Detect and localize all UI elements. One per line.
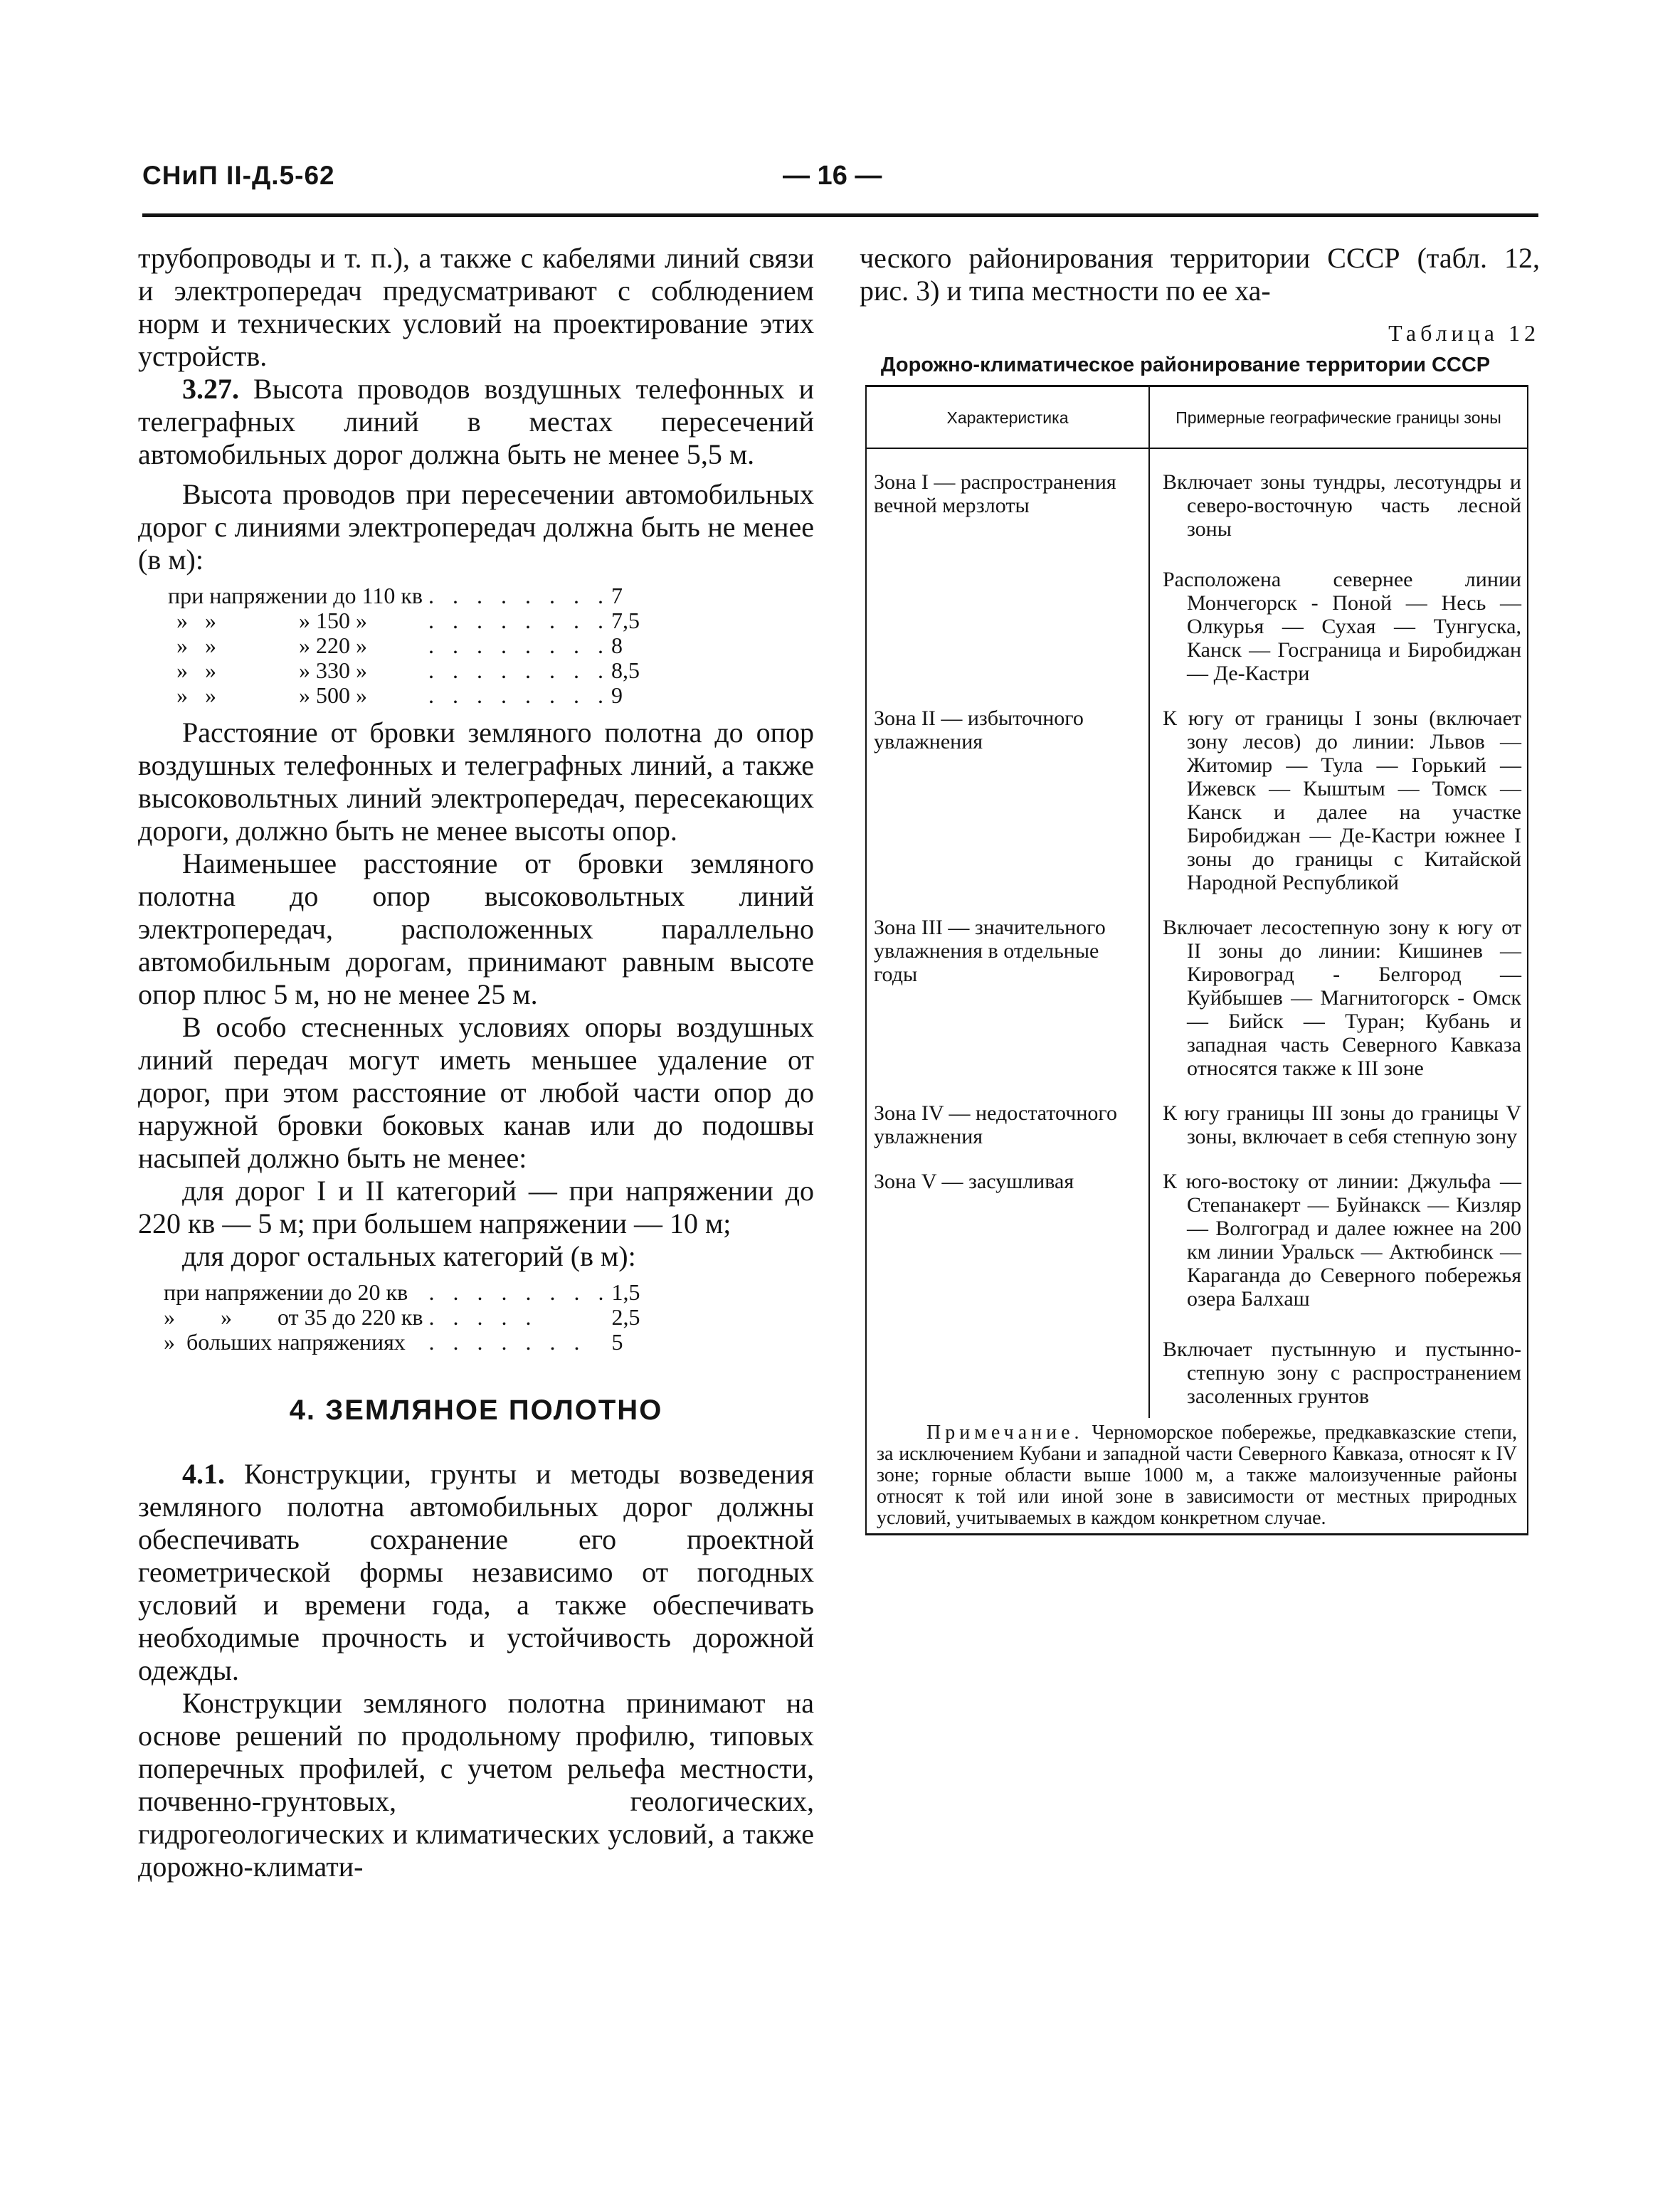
zone-boundaries — [1149, 894, 1528, 1080]
list-item — [168, 583, 640, 608]
ditto-mark: » — [205, 608, 216, 633]
list-item — [164, 1330, 640, 1355]
leader-dots: . . . . . . . . — [428, 682, 611, 708]
voltage-label: » 220 » — [299, 633, 367, 658]
list-item — [164, 1305, 640, 1330]
voltage-label: при напряжении до 110 кв — [168, 583, 423, 608]
column-header: Примерные географические границы зоны — [1149, 386, 1528, 449]
document-code: СНиП II-Д.5-62 — [142, 161, 335, 190]
ditto-mark: » — [176, 608, 188, 633]
table-title: Дорожно-климатическое районирование территории СССР — [880, 354, 1491, 376]
boundary-text: Включает пустынную и пустынно-степную зону с распространением засоленных грунтов — [1163, 1338, 1521, 1408]
voltage-label: » » от 35 до 220 кв — [164, 1304, 423, 1330]
paragraph: В особо стесненных условиях опоры воздушных линий передач могут иметь меньшее удаление от дорог, при этом расстояние от любой части опор до наружной бровки боковых канав или до подошвы насыпей должно быть не менее: — [138, 1011, 814, 1174]
ditto-mark: » — [176, 633, 188, 658]
voltage-label: при напряжении до 20 кв — [164, 1279, 408, 1305]
height-value: 8,5 — [611, 657, 640, 683]
leader-dots: . . . . . . . — [428, 1329, 586, 1355]
zone-characteristic: Зона III — значительного увлажнения в отдельные годы — [866, 894, 1149, 1080]
paragraph-3-27 — [138, 373, 814, 471]
paragraph: Конструкции земляного полотна принимают на основе решений по продольному профилю, типовых поперечных профилей, с учетом рельефа местности, почвенно-грунтовых, геологических, гидрогеологических и климатических условий, а также дорожно-климати- — [138, 1687, 814, 1883]
section-heading: 4. ЗЕМЛЯНОЕ ПОЛОТНО — [289, 1395, 663, 1426]
leader-dots: . . . . . . . . — [428, 657, 611, 683]
paragraph: ческого районирования территории СССР (табл. 12, рис. 3) и типа местности по ее ха- — [860, 242, 1540, 307]
boundary-text: К югу от границы I зоны (включает зону лесов) до линии: Львов — Житомир — Тула — Горький — Ижевск — Кыштым — Томск — Канск и далее на участке Биробиджан — Де-Кастри южнее I зоны до границы с Китайской Народной Республикой — [1163, 707, 1521, 894]
zone-boundaries — [1149, 685, 1528, 894]
table-header-row — [866, 386, 1528, 449]
note-text: Черноморское побережье, предкавказские степи, за исключением Кубани и западной части Северного Кавказа, относят к IV зоне; горные области выше 1000 м, а также малоизученные районы относят к той или иной зоне в зависимости от местных природных условий, учитываемых в каждом конкретном случае. — [877, 1422, 1517, 1529]
list-item — [168, 683, 640, 708]
leader-dots: . . . . . . . . — [428, 608, 611, 633]
table-row — [866, 685, 1528, 894]
list-item — [164, 1280, 640, 1305]
voltage-label: » 150 » — [299, 608, 367, 633]
ditto-mark: » — [176, 657, 188, 683]
note-label: Примечание. — [926, 1422, 1084, 1444]
distance-value: 2,5 — [611, 1304, 640, 1330]
voltage-distance-list — [164, 1280, 640, 1355]
paragraph-text: Высота проводов воздушных телефонных и телеграфных линий в местах пересечений автомобильных дорог должна быть не менее 5,5 м. — [138, 373, 814, 470]
page-number: — 16 — — [783, 161, 882, 191]
leader-dots: . . . . . . . . — [428, 1279, 611, 1305]
ditto-mark: » — [205, 633, 216, 658]
table-label: Таблица 12 — [1388, 320, 1540, 346]
boundary-text: Включает зоны тундры, лесотундры и северо-восточную часть лесной зоны — [1163, 470, 1521, 541]
ditto-mark: » — [176, 682, 188, 708]
voltage-label: » 330 » — [299, 657, 367, 683]
paragraph: для дорог I и II категорий — при напряжении до 220 кв — 5 м; при большем напряжении — 10 м; — [138, 1175, 814, 1239]
ditto-mark: » — [205, 682, 216, 708]
list-item — [168, 658, 640, 683]
height-value: 7 — [611, 583, 623, 608]
zone-boundaries — [1149, 1080, 1528, 1148]
paragraph: Наименьшее расстояние от бровки земляного полотна до опор высоковольтных линий электропередач, расположенных параллельно автомобильным дорогам, принимают равным высоте опор плюс 5 м, но не менее 25 м. — [138, 847, 814, 1010]
distance-value: 1,5 — [611, 1279, 640, 1305]
paragraph: для дорог остальных категорий (в м): — [182, 1240, 636, 1272]
zone-characteristic: Зона II — избыточного увлажнения — [866, 685, 1149, 894]
table-row — [866, 894, 1528, 1080]
zone-characteristic: Зона I — распространения вечной мерзлоты — [866, 448, 1149, 685]
paragraph: Расстояние от бровки земляного полотна до опор воздушных телефонных и телеграфных линий, а также высоковольтных линий электропередач, пересекающих дороги, должно быть не менее высоты опор. — [138, 716, 814, 847]
zone-characteristic: Зона V — засушливая — [866, 1148, 1149, 1418]
boundary-text: Расположена севернее линии Мончегорск - Поной — Несь — Олкурья — Сухая — Тунгуска, Канск — Госграница и Биробиджан — Де-Кастри — [1163, 568, 1521, 685]
paragraph-text: Конструкции, грунты и методы возведения земляного полотна автомобильных дорог должны обеспечивать сохранение его проектной геометрической формы независимо от погодных условий и времени года, а также обеспечивать необходимые прочность и устойчивость дорожной одежды. — [138, 1458, 814, 1686]
boundary-text: К юго-востоку от линии: Джульфа — Степанакерт — Буйнакск — Кизляр — Волгоград и далее южнее на 200 км линии Уральск — Актюбинск — Караганда до Северного побережья озера Балхаш — [1163, 1170, 1521, 1311]
column-header: Характеристика — [866, 386, 1149, 449]
ditto-mark: » — [205, 657, 216, 683]
leader-dots: . . . . . — [428, 1304, 538, 1330]
height-value: 9 — [611, 682, 623, 708]
leader-dots: . . . . . . . . — [428, 633, 611, 658]
paragraph: трубопроводы и т. п.), а также с кабелями линий связи и электропередач предусматривают с соблюдением норм и технических условий на проектирование этих устройств. — [138, 242, 814, 372]
table-row — [866, 1080, 1528, 1148]
boundary-text: К югу границы III зоны до границы V зоны, включает в себя степную зону — [1163, 1101, 1521, 1148]
header-rule — [142, 213, 1538, 217]
clause-number: 3.27. — [182, 373, 239, 405]
paragraph-4-1 — [138, 1458, 814, 1687]
voltage-label: » 500 » — [299, 682, 367, 708]
voltage-label: » больших напряжениях — [164, 1329, 406, 1355]
zone-boundaries — [1149, 448, 1528, 685]
table-note — [865, 1418, 1528, 1535]
boundary-text: Включает лесостепную зону к югу от II зоны до линии: Кишинев — Кировоград - Белгород — Куйбышев — Магнитогорск - Омск — Бийск — Туран; Кубань и западная часть Северного Кавказа относятся также к III зоне — [1163, 916, 1521, 1080]
height-value: 8 — [611, 633, 623, 658]
right-column — [860, 242, 1540, 1535]
zoning-table — [865, 385, 1528, 1418]
table-row — [866, 1148, 1528, 1418]
zone-boundaries — [1149, 1148, 1528, 1418]
paragraph: Высота проводов при пересечении автомобильных дорог с линиями электропередач должна быть не менее (в м): — [138, 478, 814, 576]
leader-dots: . . . . . . . . — [428, 583, 611, 608]
zone-characteristic: Зона IV — недостаточного увлажнения — [866, 1080, 1149, 1148]
table-row — [866, 448, 1528, 685]
distance-value: 5 — [611, 1329, 623, 1355]
height-value: 7,5 — [611, 608, 640, 633]
clause-number: 4.1. — [182, 1458, 225, 1490]
voltage-height-list — [168, 583, 640, 708]
list-item — [168, 608, 640, 633]
list-item — [168, 633, 640, 658]
left-column — [138, 242, 814, 1883]
